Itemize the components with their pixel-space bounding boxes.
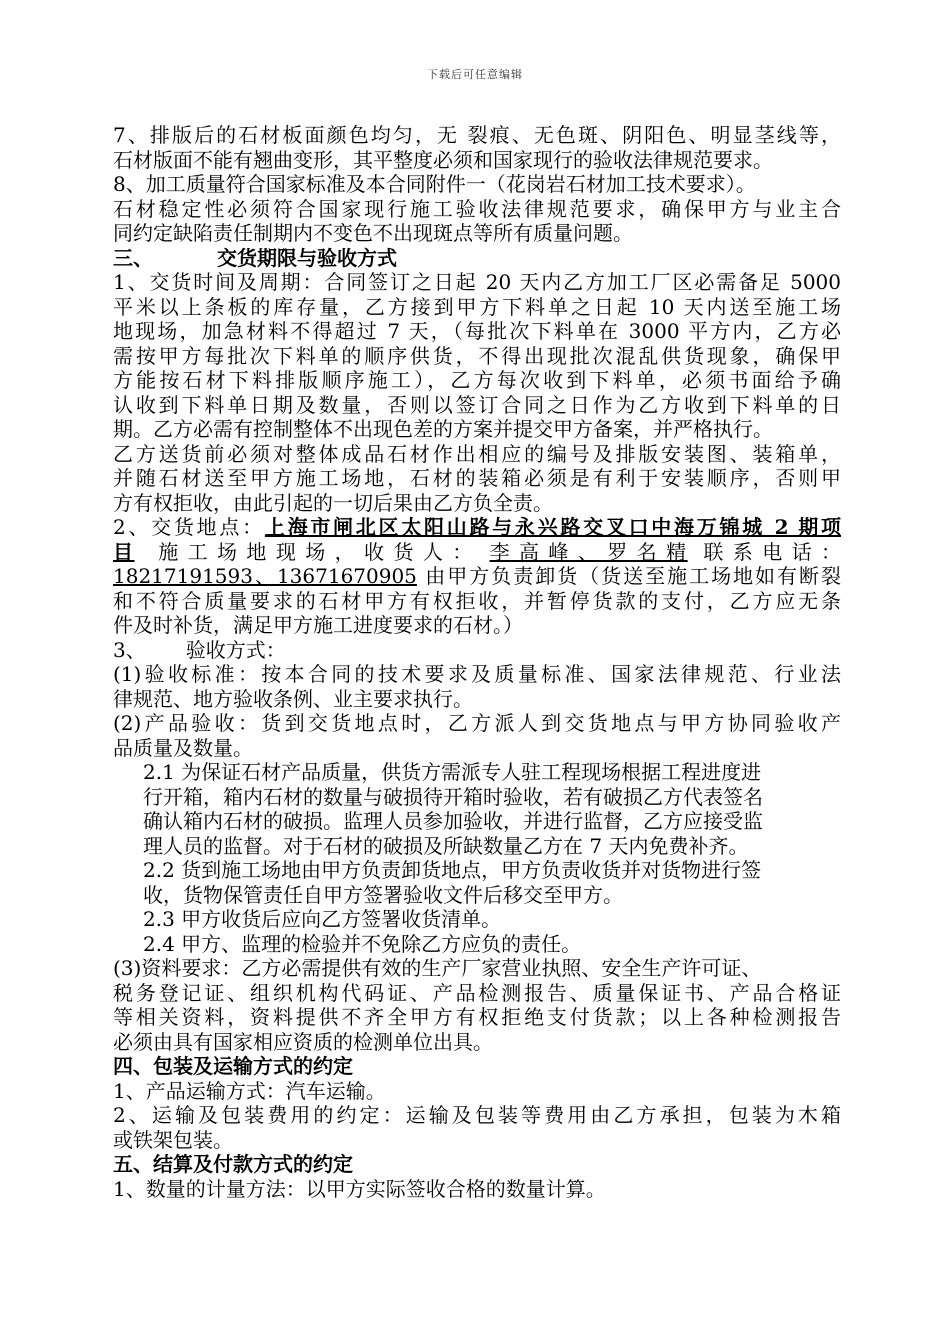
acceptance-heading [113,638,841,663]
delivery-address: 上海市闸北区太阳山路与永兴路交叉口中海万锦城 2 期项 [264,515,841,539]
section-heading-3 [113,246,841,271]
section-title: 包装及运输方式的约定 [153,1054,353,1078]
text-line: 和不符合质量要求的石材甲方有权拒收，并暂停货款的支付，乙方应无条 [113,588,841,613]
text-line: 同约定缺陷责任制期内不变色不出现斑点等所有质量问题。 [113,221,633,245]
section-heading-5 [113,1152,841,1177]
text-line: 需按甲方每批次下料单的顺序供货，不得出现批次混乱供货现象，确保甲 [113,343,841,368]
text-line: 品质量及数量。 [113,735,253,760]
text-line: 2、运输及包装费用的约定：运输及包装等费用由乙方承担，包装为木箱 [113,1103,841,1127]
delivery-receivers: 李 高 峰 、 罗 名 精 [489,539,688,564]
document-body [113,123,841,1201]
delivery-receiver-line [113,540,841,565]
text-line: 税务登记证、组织机构代码证、产品检测报告、质量保证书、产品合格证 [113,980,841,1005]
text-line: 或铁架包装。 [113,1127,233,1152]
text-line: 平米以上条板的库存量，乙方接到甲方下料单之日起 10 天内送至施工场 [113,294,841,319]
sub-clause-line: 收，货物保管责任自甲方签署验收文件后移交至甲方。 [143,882,623,907]
acceptance-title: 验收方式： [185,637,286,662]
section-title: 结算及付款方式的约定 [153,1152,353,1176]
text-line: (1)验收标准：按本合同的技术要求及质量标准、国家法律规范、行业法 [113,662,841,686]
text-line: 石材稳定性必须符合国家现行施工验收法律规范要求，确保甲方与业主合 [113,196,841,221]
text-line: 方能按石材下料排版顺序施工），乙方每次收到下料单，必须书面给予确 [113,368,841,392]
sub-clause-line: 行开箱，箱内石材的数量与破损待开箱时验收，若有破损乙方代表签名 [143,784,763,809]
text-line: 期。乙方必需有控制整体不出现色差的方案并提交甲方备案，并严格执行。 [113,417,773,441]
text-line: 8、加工质量符合国家标准及本合同附件一（花岗岩石材加工技术要求）。 [113,172,756,196]
text-line: 必须由具有国家相应资质的检测单位出具。 [113,1029,493,1054]
sub-clause-line: 理人员的监督。对于石材的破损及所缺数量乙方在 7 天内免费补齐。 [143,833,749,858]
delivery-phones: 18217191593、13671670905 [113,564,417,588]
delivery-phone-label: 联 系 电 话 ： [703,539,841,564]
text-line: 认收到下料单日期及数量，否则以签订合同之日作为乙方收到下料单的日 [113,392,841,417]
text-line: 乙方送货前必须对整体成品石材作出相应的编号及排版安装图、装箱单， [113,441,841,466]
text-line: 方有权拒收，由此引起的一切后果由乙方负全责。 [113,490,553,515]
text-line: 1、产品运输方式：汽车运输。 [113,1078,386,1103]
delivery-tail: 由甲方负责卸货（货送至施工场地如有断裂 [425,564,841,588]
delivery-address-line [113,515,841,540]
text-line: 1、数量的计量方法：以甲方实际签收合格的数量计算。 [113,1176,606,1201]
text-line: (2)产品验收：货到交货地点时，乙方派人到交货地点与甲方协同验收产 [113,711,841,735]
sub-clause-line: 确认箱内石材的破损。监理人员参加验收，并进行监督，乙方应接受监 [143,809,763,833]
text-line: 7、排版后的石材板面颜色均匀，无 裂痕、无色斑、阴阳色、明显茎线等， [113,123,841,147]
delivery-prefix: 2、交货地点： [113,515,265,539]
delivery-site: 施 工 场 地 现 场 ， 收 货 人 ： [158,539,474,564]
sub-clause-line: 2.4 甲方、监理的检验并不免除乙方应负的责任。 [143,931,582,956]
sub-clause-line: 2.2 货到施工场地由甲方负责卸货地点，甲方负责收货并对货物进行签 [143,858,762,882]
delivery-phone-line [113,564,841,589]
text-line: 并随石材送至甲方施工场地，石材的装箱必须是有利于安装顺序，否则甲 [113,466,841,490]
text-line: 律规范、地方验收条例、业主要求执行。 [113,686,473,711]
delivery-address-end: 目 [113,539,135,564]
section-heading-4 [113,1054,841,1079]
section-number: 四、 [113,1054,153,1078]
sub-clause-line: 2.3 甲方收货后应向乙方签署收货清单。 [143,907,502,931]
text-line: 等相关资料，资料提供不齐全甲方有权拒绝支付货款；以上各种检测报告 [113,1005,841,1029]
text-line: 石材版面不能有翘曲变形，其平整度必须和国家现行的验收法律规范要求。 [113,147,773,172]
text-line: 1、交货时间及周期：合同签订之日起 20 天内乙方加工厂区必需备足 5000 [113,270,841,294]
section-number: 三、 [113,245,153,270]
acceptance-number: 3、 [113,637,146,662]
text-line: 件及时补货，满足甲方施工进度要求的石材。） [113,613,523,637]
sub-clause-line: 2.1 为保证石材产品质量，供货方需派专人驻工程现场根据工程进度进 [143,760,762,784]
section-number: 五、 [113,1152,153,1176]
section-title: 交货期限与验收方式 [217,245,397,270]
text-line: (3)资料要求：乙方必需提供有效的生产厂家营业执照、安全生产许可证、 [113,956,762,980]
text-line: 地现场，加急材料不得超过 7 天，（每批次下料单在 3000 平方内，乙方必 [113,319,841,343]
page-header: 下载后可任意编辑 [427,68,523,81]
